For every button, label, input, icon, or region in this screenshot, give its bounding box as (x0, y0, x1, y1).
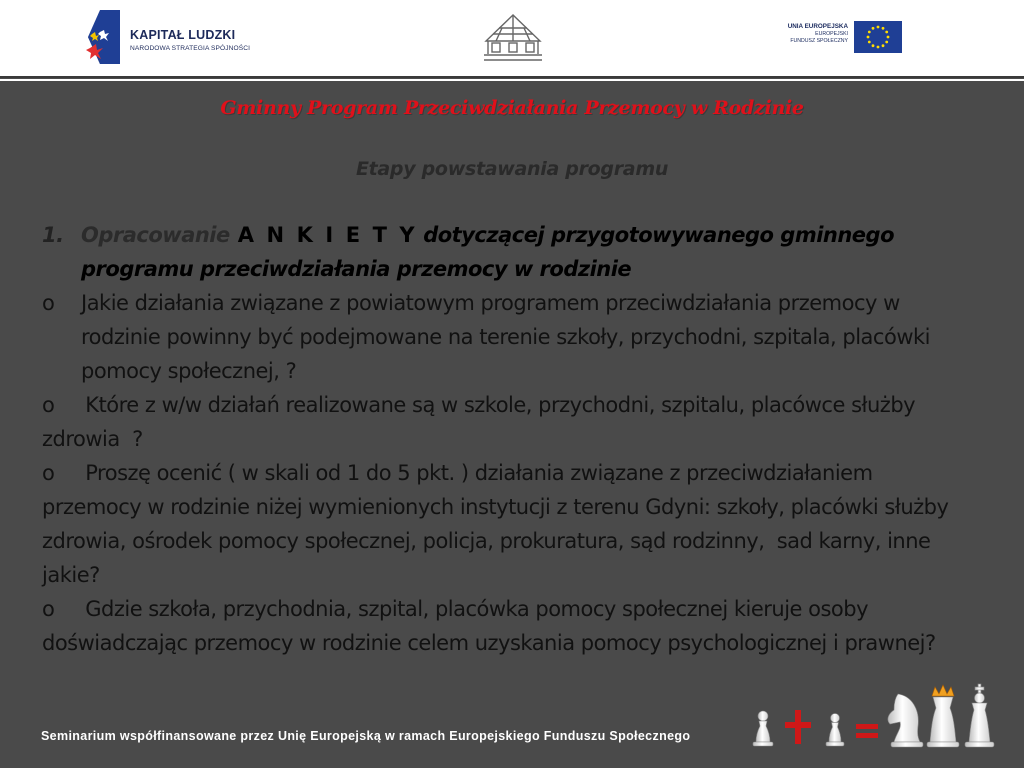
slide-title: Gminny Program Przeciwdziałania Przemocy w Rodzinie (220, 97, 804, 119)
bullet-item (42, 456, 982, 592)
item-description: dotyczącej przygotowywanego gminnego programu przeciwdziałania przemocy w rodzinie (81, 223, 895, 281)
kapital-ludzki-logo (86, 10, 256, 66)
bullet-text: Proszę ocenić ( w skali od 1 do 5 pkt. ) działania związane z przeciwdziałaniem przemocy w rodzinie niżej wymienionych instytucji z terenu Gdyni: szkoły, placówki służby zdrowia, ośrodek pomocy społecznej, policja, prokuratura, sąd rodzinny, sad karny, inne jakie? (42, 461, 955, 587)
bullet-text: Gdzie szkoła, przychodnia, szpital, placówka pomocy społecznej kieruje osoby doświadczając przemocy w rodzinie celem uzyskania pomocy psychologicznej i prawnej? (42, 597, 936, 655)
king-icon (965, 684, 994, 747)
bullet-text: Jakie działania związane z powiatowym programem przeciwdziałania przemocy w rodzinie powinny być podejmowane na terenie szkoły, przychodni, szpitala, placówki pomocy społecznej, ? (81, 291, 937, 383)
header-band (0, 0, 1024, 76)
slide-subtitle: Etapy powstawania programu (355, 158, 669, 180)
item-number: 1. (42, 223, 64, 247)
bullet-item (42, 388, 982, 456)
pawn-icon (753, 711, 773, 746)
equals-icon (856, 724, 878, 738)
chess-equation-graphic (748, 682, 998, 762)
slide-body (42, 218, 982, 660)
eu-line3: FUNDUSZ SPOŁECZNY (790, 38, 848, 44)
footer-cofinancing-text: Seminarium współfinansowane przez Unię Europejską w ramach Europejskiego Funduszu Społecznego (41, 729, 691, 743)
bullet-marker: o (42, 461, 55, 485)
eu-flag-icon (854, 21, 902, 53)
pawn-icon (826, 714, 844, 747)
bullet-marker: o (42, 291, 55, 315)
knight-icon (888, 694, 923, 747)
item-prefix: Opracowanie (81, 223, 230, 247)
bullet-marker: o (42, 393, 55, 417)
bullet-item (42, 286, 982, 388)
queen-icon (927, 685, 959, 747)
header-divider (0, 76, 1024, 78)
kapital-ludzki-title: KAPITAŁ LUDZKI (130, 28, 236, 42)
plus-icon (785, 710, 811, 744)
numbered-item-1 (42, 218, 982, 286)
powiat-building-logo (482, 12, 544, 64)
eu-efs-logo (776, 20, 906, 56)
bullet-text: Które z w/w działań realizowane są w szkole, przychodni, szpitalu, placówce służby zdrowia ? (42, 393, 922, 451)
item-keyword: A N K I E T Y (237, 223, 418, 247)
kapital-ludzki-mark-icon (86, 10, 122, 64)
kapital-ludzki-subtitle: NARODOWA STRATEGIA SPÓJNOŚCI (130, 45, 251, 52)
bullet-item (42, 592, 982, 660)
eu-line1: UNIA EUROPEJSKA (787, 23, 848, 30)
bullet-marker: o (42, 597, 55, 621)
header-divider-light (0, 79, 1024, 81)
eu-line2: EUROPEJSKI (815, 31, 848, 37)
